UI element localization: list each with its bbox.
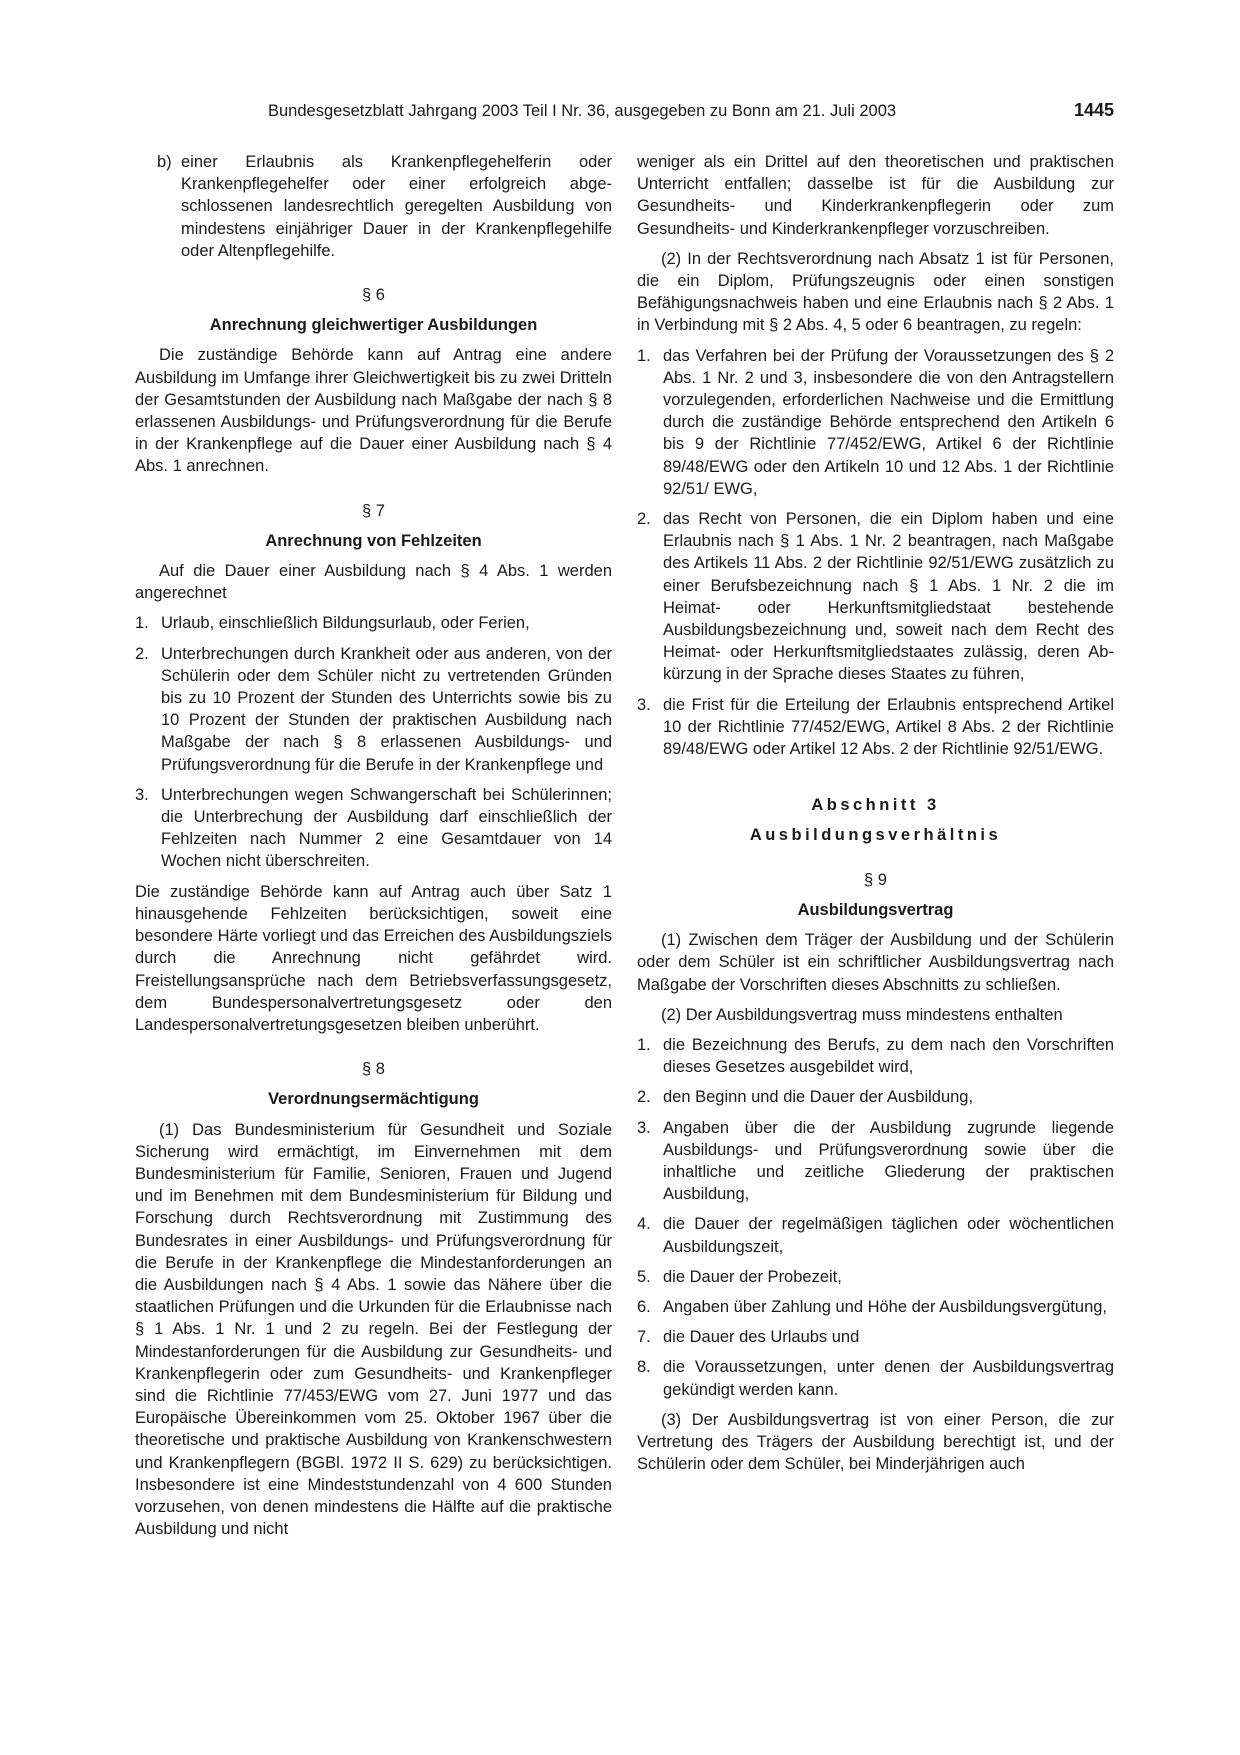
list-item-text: die Bezeichnung des Berufs, zu dem nach den Vorschriften dieses Gesetzes ausgebildet wird, [663, 1035, 1114, 1077]
list-item-text: Unterbrechungen durch Krankheit oder aus anderen, von der Schülerin oder dem Schüler nicht zu vertretenden Gründen bis zu 10 Prozent der Stunden des Unterrichts sowie bis zu 10 Prozent der Stunden der praktischen Ausbildung nach Maßgabe der nach § 8 erlassenen Ausbildungs- und Prüfungsverordnung für die Berufe in der Krankenpflege und [161, 644, 612, 774]
list-item-text: Unterbrechungen wegen Schwangerschaft bei Schülerinnen; die Unterbrechung der Ausbildung darf einschließlich der Fehlzeiten nach Nummer 2 eine Gesamtdauer von 14 Wochen nicht überschreiten. [161, 785, 612, 871]
section-title-6: Anrechnung gleichwertiger Ausbildungen [209, 316, 538, 335]
list-item-number: 1. [135, 614, 149, 633]
list-item [637, 508, 1114, 686]
section-number-6: § 6 [362, 286, 385, 305]
list-item [637, 1356, 1114, 1400]
list-item-number: 8. [637, 1358, 651, 1377]
list-item [637, 1034, 1114, 1078]
section-title-7: Anrechnung von Fehlzeiten [265, 531, 482, 550]
section-8-paragraph-2: (2) In der Rechtsverordnung nach Absatz 1 ist für Personen, die ein Diplom, Prüfungszeugnis oder einen sonstigen Befähigungsnachweis haben und eine Erlaubnis nach § 2 Abs. 1 in Verbindung mit § 2 Abs. 4, 5 oder 6 beantragen, zu regeln: [637, 249, 1114, 335]
list-item-number: 7. [637, 1328, 651, 1347]
list-item-text: Angaben über Zahlung und Höhe der Ausbildungsvergütung, [663, 1297, 1108, 1316]
list-item-number: 3. [637, 1118, 651, 1137]
list-item-text: Angaben über die der Ausbildung zugrunde liegende Ausbildungs- und Prüfungsverordnung sowie über die inhaltliche und zeitliche Gliederung der praktischen Ausbildung, [663, 1118, 1114, 1204]
section-number-9: § 9 [864, 870, 887, 889]
list-item-number: 5. [637, 1267, 651, 1286]
page-header [268, 100, 1114, 124]
list-item [135, 784, 612, 873]
abschnitt-label: Abschnitt 3 [811, 796, 940, 815]
abschnitt-title: Ausbildungsverhältnis [749, 826, 1002, 845]
section-7-closing: Die zuständige Behörde kann auf Antrag auch über Satz 1 hinausgehende Fehlzeiten berücksichtigen, soweit eine besondere Härte vorliegt und das Erreichen des Ausbildungsziels durch die Anrechnung nicht gefährdet wird. Freistellungsansprüche nach dem Betriebsverfassungsgesetz, dem Bundespersonalvertretungsgesetz oder den Landespersonalvertretungsgesetzen bleiben unberührt. [135, 882, 612, 1034]
list-item-text: die Dauer des Urlaubs und [663, 1328, 860, 1347]
list-item-number: 2. [637, 510, 651, 529]
section-9-paragraph-3: (3) Der Ausbildungsvertrag ist von einer Person, die zur Vertretung des Trägers der Ausbildung berechtigt ist, und der Schülerin oder dem Schüler, bei Minderjährigen auch [637, 1410, 1114, 1474]
list-item-text: das Recht von Personen, die ein Diplom haben und eine Erlaubnis nach § 1 Abs. 1 Nr. 2 beantragen, nach Maßgabe des Artikels 11 Abs. 2 der Richtlinie 92/51/EWG zusätzlich zu einer Berufsbezeichnung nach § 1 Abs. 1 Nr. 2 die im Heimat- oder Herkunftsmitgliedstaat bestehende Ausbildungsbezeichnung und, soweit nach dem Recht des Heimat- oder Herkunftsmitgliedstaates zulässig, deren Abkürzung in der Sprache dieses Staates zu führen, [663, 510, 1114, 684]
list-item-number: 4. [637, 1215, 651, 1234]
list-item [637, 1117, 1114, 1206]
list-item-number: 1. [637, 346, 651, 365]
section-8-paragraph-1: (1) Das Bundesministerium für Gesundheit und Soziale Sicherung wird ermächtigt, im Einvernehmen mit dem Bundesministerium für Familie, Senioren, Frauen und Jugend und im Benehmen mit dem Bundesministerium für Bildung und Forschung durch Rechtsverordnung mit Zustimmung des Bundesrates in einer Ausbildungs- und Prüfungsverordnung für die Berufe in der Krankenpflege die Mindestanforderungen an die Ausbildungen nach § 4 Abs. 1 sowie das Nähere über die staatlichen Prüfungen und die Urkunden für die Erlaubnisse nach § 1 Abs. 1 Nr. 1 und 2 zu regeln. Bei der Festlegung der Mindestanforderungen für die Ausbildung zur Gesundheits- und Krankenpflegerin oder zum Gesundheits- und Krankenpfleger sind die Richtlinie 77/453/EWG vom 27. Juni 1977 und das Europäische Übereinkommen vom 25. Oktober 1967 über die theoretische und praktische Ausbildung von Krankenschwestern und Krankenpflegern (BGBl. 1972 II S. 629) zu berücksichtigen. Insbesondere ist eine Mindeststundenzahl von 4 600 Stunden vorzusehen, von denen mindestens die Hälfte auf die praktische Ausbildung und nicht [135, 1120, 612, 1539]
list-item-text: das Verfahren bei der Prüfung der Voraussetzungen des § 2 Abs. 1 Nr. 2 und 3, insbesondere die von den Antragstellern vorzulegenden, erforderlichen Nachweise und die Ermittlung durch die zuständige Behörde entsprechend den Artikeln 6 bis 9 der Richtlinie 77/452/EWG, Artikel 6 der Richtlinie 89/48/EWG oder den Artikeln 10 und 12 Abs. 1 der Richtlinie 92/51/ EWG, [663, 346, 1114, 498]
page-number: 1445 [1073, 100, 1114, 120]
right-column [637, 151, 1114, 1483]
list-item [637, 1086, 1114, 1108]
section-title-9: Ausbildungsvertrag [797, 900, 954, 919]
section-number-8: § 8 [362, 1060, 385, 1079]
section-title-8: Verordnungsermächtigung [268, 1090, 479, 1109]
list-item-text: die Dauer der Probezeit, [663, 1267, 842, 1286]
section-6-paragraph: Die zuständige Behörde kann auf Antrag eine andere Ausbildung im Umfange ihrer Gleichwertigkeit bis zu zwei Dritteln der Gesamtstunden der Ausbildung nach Maßgabe der nach § 8 erlassenen Ausbildungs- und Prüfungsverordnung für die Berufe in der Krankenpflege auf die Dauer einer Ausbildung nach § 4 Abs. 1 anrechnen. [135, 346, 612, 476]
list-item [135, 643, 612, 776]
list-item [637, 1326, 1114, 1348]
section-9-paragraph-2: (2) Der Ausbildungsvertrag muss mindestens enthalten [661, 1005, 1063, 1024]
list-item-number: b) [157, 153, 172, 171]
section-7-intro: Auf die Dauer einer Ausbildung nach § 4 Abs. 1 werden angerechnet [135, 562, 612, 603]
list-item-text: den Beginn und die Dauer der Ausbildung, [663, 1088, 974, 1107]
list-item-text: die Frist für die Erteilung der Erlaubnis entsprechend Artikel 10 der Richtlinie 77/452/EWG, Artikel 8 Abs. 2 der Richtlinie 89/48/EWG oder Artikel 12 Abs. 2 der Richtlinie 92/51/EWG. [663, 695, 1114, 759]
left-column [135, 151, 612, 1548]
list-item [637, 1296, 1114, 1318]
list-item-number: 3. [135, 785, 149, 804]
list-item-number: 2. [637, 1088, 651, 1107]
list-item [637, 694, 1114, 761]
list-item [637, 1213, 1114, 1257]
list-item-text: Urlaub, einschließlich Bildungsurlaub, oder Ferien, [161, 614, 530, 633]
section-8-paragraph-1-continued: weniger als ein Drittel auf den theoretischen und praktischen Unterricht entfallen; dasselbe ist für die Ausbildung zur Gesundheits- und Kinderkrankenpflegerin oder zum Gesundheits- und Kinderkrankenpfleger vorzuschreiben. [637, 153, 1114, 238]
list-item-text: die Voraussetzungen, unter denen der Ausbildungsvertrag gekündigt werden kann. [663, 1358, 1114, 1399]
list-item-text: die Dauer der regelmäßigen täglichen oder wöchentlichen Ausbildungszeit, [663, 1215, 1114, 1256]
list-item [637, 1266, 1114, 1288]
list-item [135, 612, 612, 634]
list-item-number: 2. [135, 644, 149, 663]
list-item-text: einer Erlaubnis als Krankenpflegehelferin oder Krankenpflegehelfer oder einer erfolgreich abgeschlossenen landesrechtlich geregelten Ausbildung von mindestens einjähriger Dauer in der Krankenpflegehilfe oder Altenpflegehilfe. [181, 153, 612, 260]
list-item-number: 3. [637, 695, 651, 714]
section-9-paragraph-1: (1) Zwischen dem Träger der Ausbildung und der Schülerin oder dem Schüler ist ein schriftlicher Ausbildungsvertrag nach Maßgabe der Vorschriften dieses Abschnitts zu schließen. [637, 931, 1114, 994]
running-head: Bundesgesetzblatt Jahrgang 2003 Teil I Nr. 36, ausgegeben zu Bonn am 21. Juli 2003 [268, 102, 897, 120]
list-item-number: 6. [637, 1297, 651, 1316]
list-item-number: 1. [637, 1035, 651, 1054]
section-number-7: § 7 [362, 501, 385, 520]
list-item-b [135, 151, 612, 262]
list-item [637, 345, 1114, 500]
